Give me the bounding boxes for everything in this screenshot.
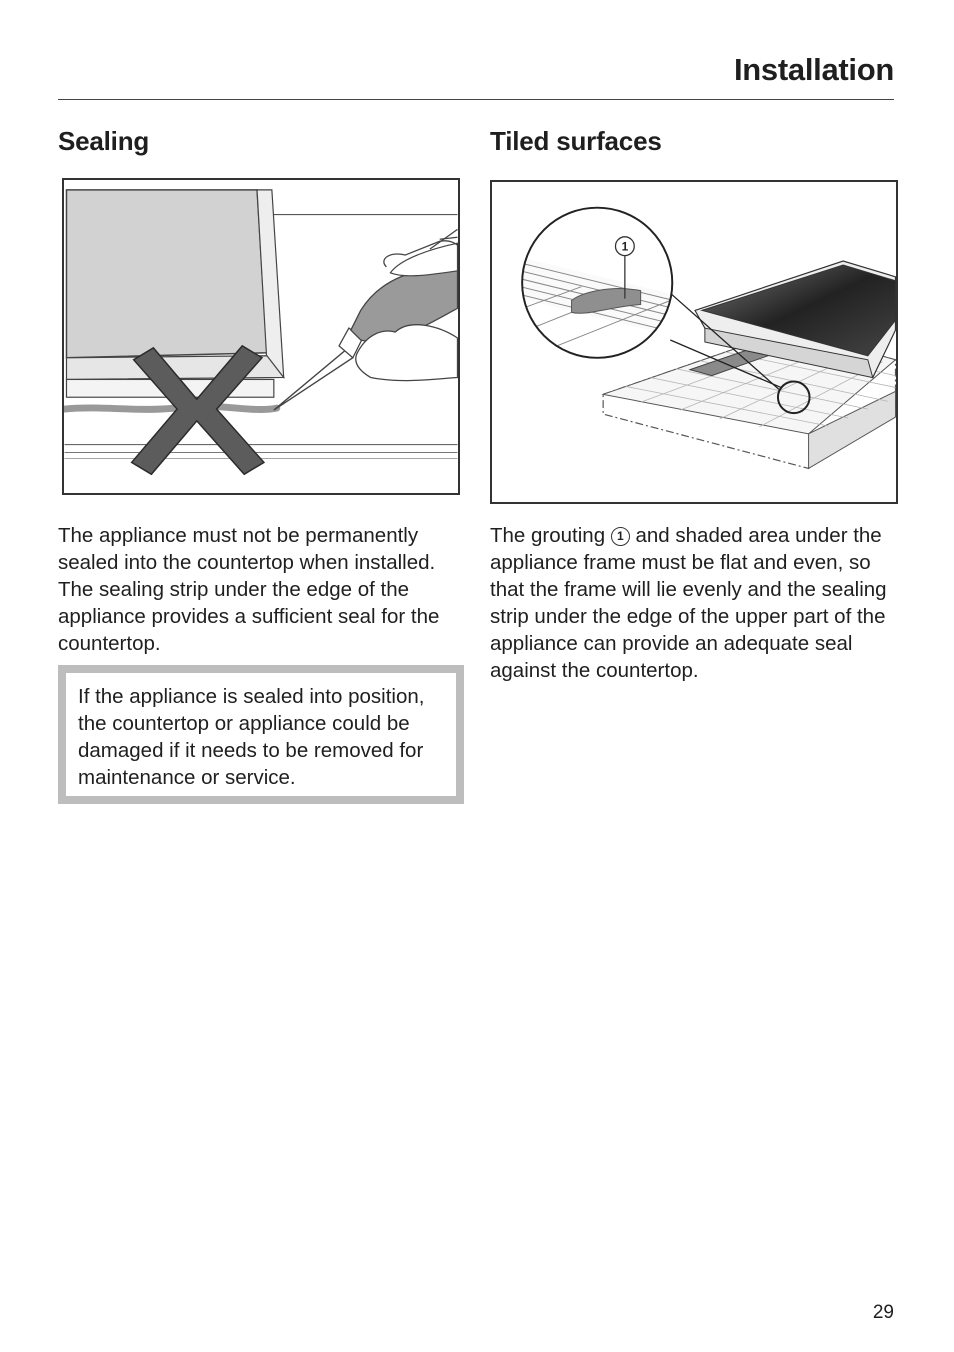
tiled-surfaces-drawing [492,182,896,502]
tiled-surfaces-illustration [490,180,898,504]
callout-label: 1 [621,239,629,254]
sealing-drawing [64,180,458,493]
body-text-part: The grouting [490,524,611,547]
sealing-body-text: The appliance must not be permanently sealed into the countertop when installed. The sealing strip under the edge of the appliance provides a sufficient seal for the countertop. [58,524,440,655]
tiled-surfaces-heading: Tiled surfaces [490,126,662,156]
sealing-illustration [62,178,460,495]
sealing-heading: Sealing [58,126,150,156]
tiled-surfaces-body-text [490,522,896,684]
header-divider [58,99,894,100]
page-title: Installation [733,52,894,87]
body-text-part: and shaded area under the appliance frame must be flat and even, so that the frame will lie evenly and the sealing strip under the edge of the upper part of the appliance can provide an adequate seal against the countertop. [490,524,887,682]
warning-note-box [58,665,464,804]
page-number: 29 [872,1302,894,1323]
warning-note-text: If the appliance is sealed into position, the countertop or appliance could be damaged if it needs to be removed for maintenance or service. [78,685,425,789]
callout-badge: 1 [611,527,630,546]
